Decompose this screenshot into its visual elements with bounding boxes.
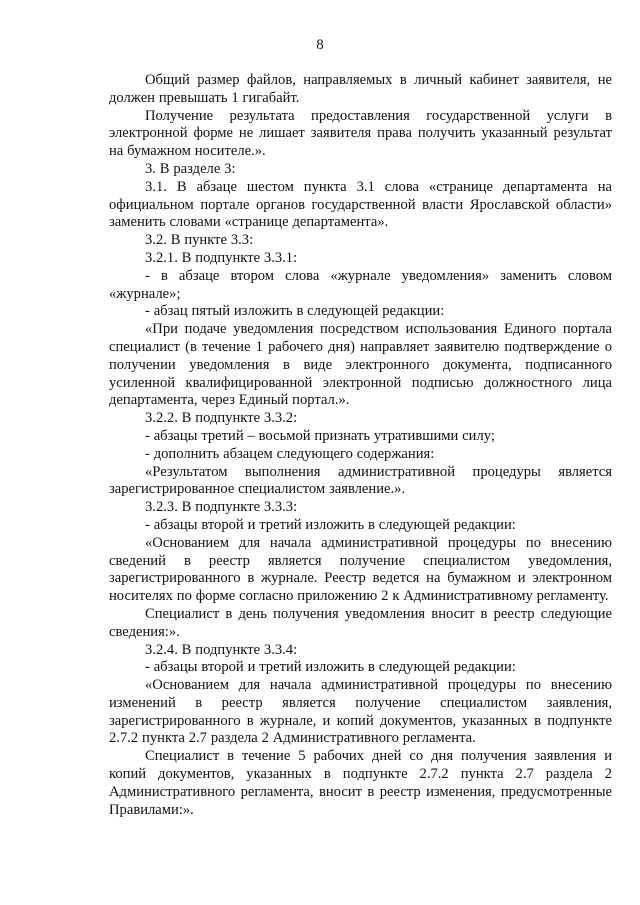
paragraph-item-3-2-3: 3.2.3. В подпункте 3.3.3:	[145, 499, 298, 516]
paragraph-paper-result: Получение результата предоставления государственной услуги в электронной форме не лишает заявителя права получить указанный результат на бумажном носителе.».	[109, 107, 612, 160]
paragraph-registry-data: Специалист в день получения уведомления вносит в реестр следующие сведения:».	[109, 605, 612, 640]
paragraph-registered-application: «Результатом выполнения административной процедуры является зарегистрированное специалистом заявление.».	[109, 463, 612, 498]
paragraph-registry-changes-deadline: Специалист в течение 5 рабочих дней со дня получения заявления и копий документов, указанных в подпункте 2.7.2 пункта 2.7 раздела 2 Административного регламента, вносит в реестр изменения, предусмотренные Правилами:».	[109, 748, 612, 818]
paragraph-add-abzac: - дополнить абзацем следующего содержания:	[145, 445, 435, 462]
paragraph-second-third-abzacs-1: - абзацы второй и третий изложить в следующей редакции:	[145, 516, 516, 533]
paragraph-item-3-2-4: 3.2.4. В подпункте 3.3.4:	[145, 641, 298, 658]
paragraph-item-3-2: 3.2. В пункте 3.3:	[145, 232, 254, 249]
paragraph-void-abzacs: - абзацы третий – восьмой признать утратившими силу;	[145, 427, 495, 444]
paragraph-file-size-limit: Общий размер файлов, направляемых в личный кабинет заявителя, не должен превышать 1 гигабайт.	[109, 72, 612, 106]
paragraph-item-3-2-1: 3.2.1. В подпункте 3.3.1:	[145, 249, 298, 266]
document-body	[109, 72, 612, 819]
paragraph-item-3-2-2: 3.2.2. В подпункте 3.3.2:	[145, 410, 298, 427]
paragraph-portal-notice: «При подаче уведомления посредством использования Единого портала специалист (в течение 1 рабочего дня) направляет заявителю подтверждение о получении уведомления в виде электронного документа, подписанного усиленной квалифицированной электронной подписью должностного лица департамента, через Единый портал.».	[109, 321, 612, 409]
paragraph-journal-replacement: - в абзаце втором слова «журнале уведомления» заменить словом «журнале»;	[109, 267, 612, 302]
paragraph-registry-changes-basis: «Основанием для начала административной процедуры по внесению изменений в реестр является получение специалистом заявления, зарегистрированного в журнале, и копий документов, указанных в подпункте 2.7.2 пункта 2.7 раздела 2 Административного регламента.	[109, 677, 612, 747]
page-number: 8	[316, 37, 324, 53]
paragraph-registry-basis: «Основанием для начала административной процедуры по внесению сведений в реестр является получение специалистом уведомления, зарегистрированного в журнале. Реестр ведется на бумажном и электронном носителях по форме согласно приложению 2 к Административному регламенту.	[109, 534, 612, 605]
paragraph-item-3-1: 3.1. В абзаце шестом пункта 3.1 слова «странице департамента на официальном портале органов государственной власти Ярославской области» заменить словами «странице департамента».	[109, 178, 612, 231]
paragraph-second-third-abzacs-2: - абзацы второй и третий изложить в следующей редакции:	[145, 659, 516, 676]
paragraph-fifth-abzac: - абзац пятый изложить в следующей редакции:	[145, 303, 445, 320]
paragraph-section-3: 3. В разделе 3:	[145, 160, 236, 177]
